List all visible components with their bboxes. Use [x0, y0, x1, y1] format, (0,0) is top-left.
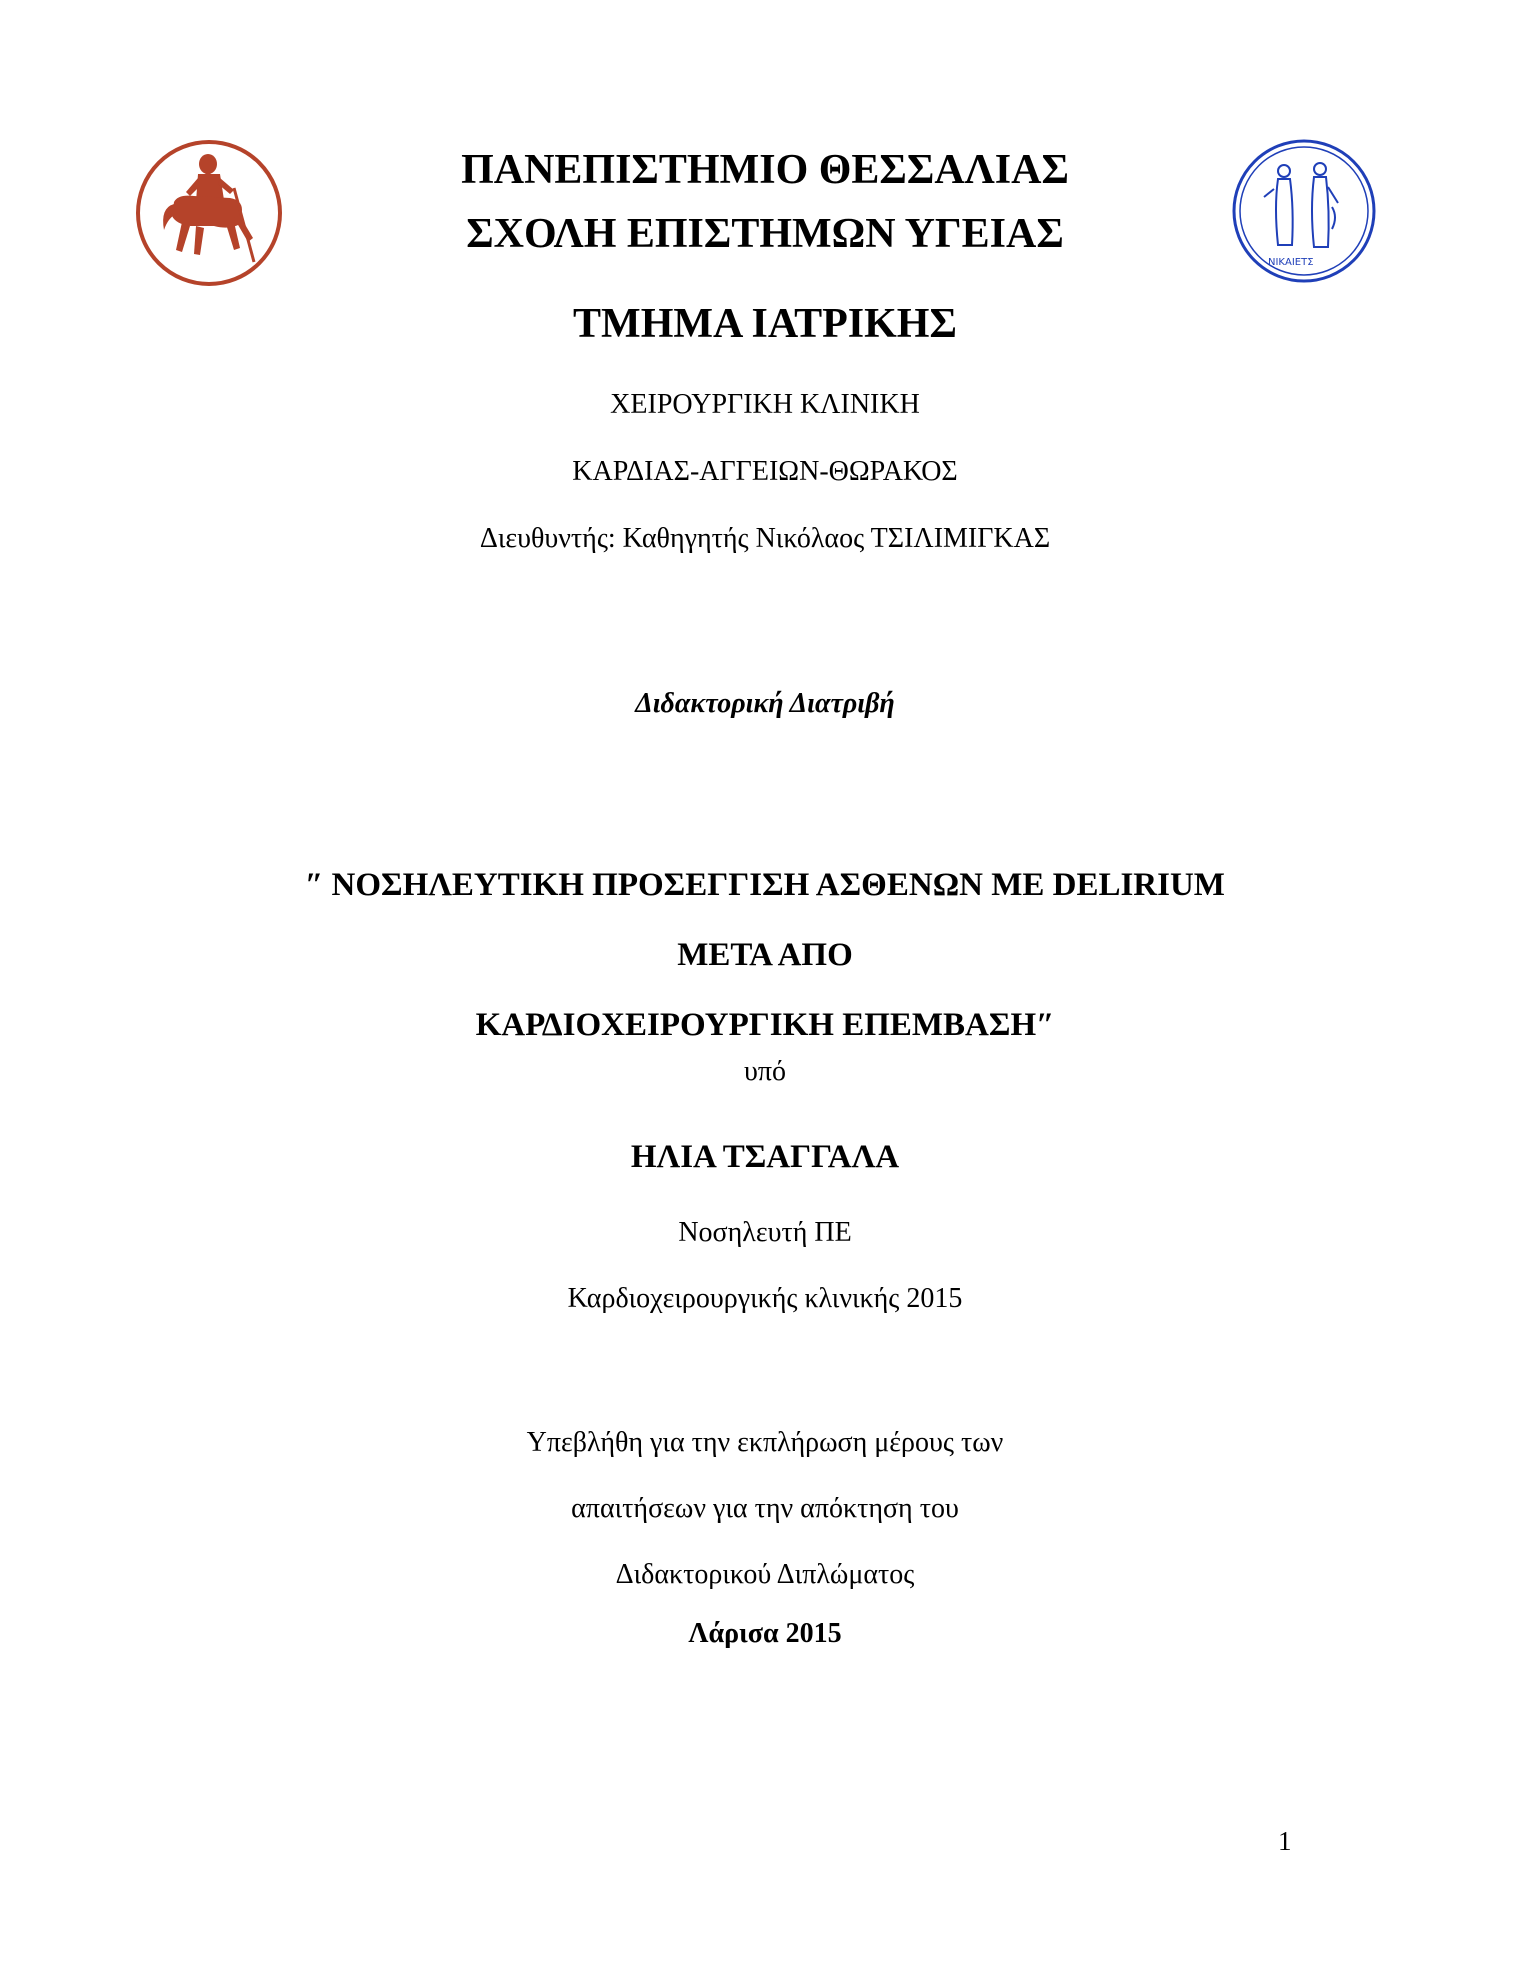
author-name: ΗΛΙΑ ΤΣΑΓΓΑΛΑ [630, 1139, 900, 1175]
author-clinic-year: Καρδιοχειρουργικής κλινικής 2015 [567, 1283, 963, 1314]
place-year: Λάρισα 2015 [688, 1618, 842, 1649]
document-type: Διδακτορική Διατριβή [635, 688, 895, 719]
division-name: ΚΑΡΔΙΑΣ-ΑΓΓΕΙΩΝ-ΘΩΡΑΚΟΣ [572, 456, 958, 487]
by-label: υπό [744, 1056, 786, 1087]
submission-line-3: Διδακτορικού Διπλώματος [615, 1559, 915, 1590]
department-name: ΤΜΗΜΑ ΙΑΤΡΙΚΗΣ [573, 301, 957, 347]
title-line-3: ΚΑΡΔΙΟΧΕΙΡΟΥΡΓΙΚΗ ΕΠΕΜΒΑΣΗ″ [475, 1007, 1055, 1043]
university-name: ΠΑΝΕΠΙΣΤΗΜΙΟ ΘΕΣΣΑΛΙΑΣ [461, 147, 1069, 193]
director-line: Διευθυντής: Καθηγητής Νικόλαος ΤΣΙΛΙΜΙΓΚΑΣ [479, 523, 1051, 554]
school-name: ΣΧΟΛΗ ΕΠΙΣΤΗΜΩΝ ΥΓΕΙΑΣ [466, 211, 1064, 257]
university-header [0, 138, 1530, 266]
author-role: Νοσηλευτή ΠΕ [678, 1217, 852, 1248]
title-line-2: ΜΕΤΑ ΑΠΟ [677, 937, 853, 973]
title-line-1: ″ ΝΟΣΗΛΕΥΤΙΚΗ ΠΡΟΣΕΓΓΙΣΗ ΑΣΘΕΝΩΝ ΜΕ DELIRIUM [305, 867, 1225, 903]
submission-line-2: απαιτήσεων για την απόκτηση του [571, 1493, 959, 1524]
submission-statement [0, 1410, 1530, 1608]
submission-line-1: Υπεβλήθη για την εκπλήρωση μέρους των [526, 1427, 1004, 1458]
thesis-title [0, 850, 1530, 1060]
page-number: 1 [1278, 1826, 1292, 1856]
seal-caption: ΝΙΚΑΙΕΤΣ [1268, 257, 1314, 268]
clinic-name: ΧΕΙΡΟΥΡΓΙΚΗ ΚΛΙΝΙΚΗ [610, 389, 920, 420]
